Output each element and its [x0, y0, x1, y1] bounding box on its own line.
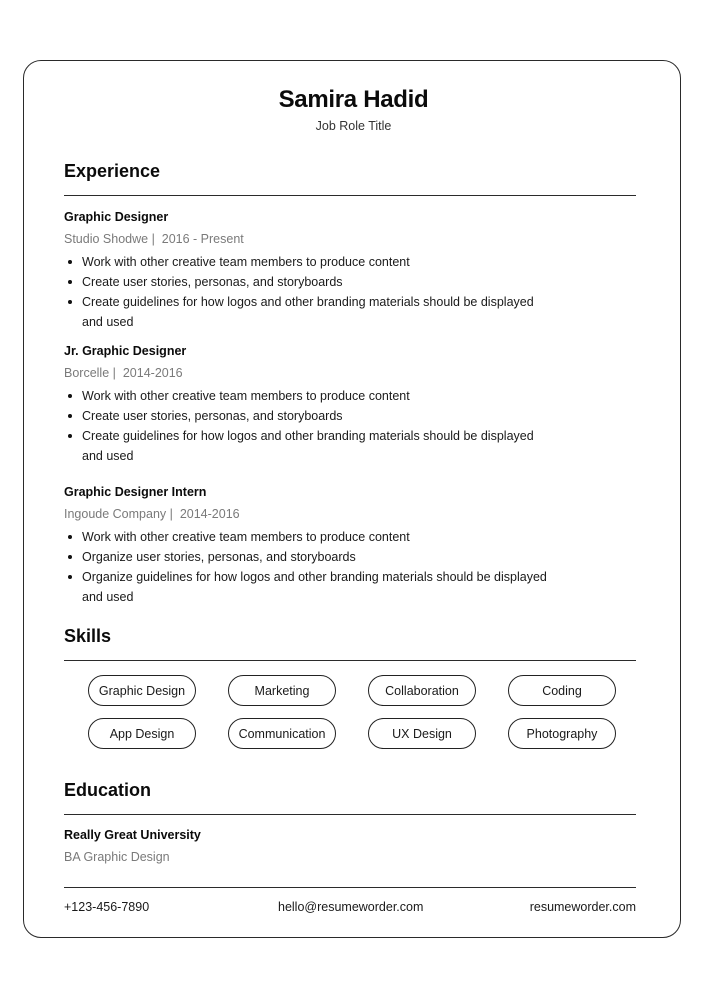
job-company: Studio Shodwe	[64, 232, 149, 246]
job-company: Ingoude Company	[64, 507, 167, 521]
job-title: Jr. Graphic Designer	[64, 344, 187, 358]
skill-pill: Coding	[508, 675, 616, 706]
skill-pill: App Design	[88, 718, 196, 749]
job-role-title: Job Role Title	[315, 119, 392, 133]
job-company: Borcelle	[64, 366, 110, 380]
education-school: Really Great University	[64, 828, 201, 842]
list-item: Organize user stories, personas, and storyboards	[64, 547, 564, 567]
job-meta: Ingoude Company | 2014-2016	[64, 507, 240, 521]
experience-divider	[64, 195, 636, 196]
list-item: Work with other creative team members to produce content	[64, 252, 564, 272]
skill-pill: Marketing	[228, 675, 336, 706]
list-item: Create user stories, personas, and storyboards	[64, 272, 564, 292]
contact-phone: +123-456-7890	[64, 900, 150, 914]
skills-heading: Skills	[64, 626, 112, 646]
education-divider	[64, 814, 636, 815]
skills-divider	[64, 660, 636, 661]
list-item: Work with other creative team members to produce content	[64, 527, 564, 547]
job-bullets	[64, 386, 564, 466]
job-title: Graphic Designer	[64, 210, 169, 224]
contact-email[interactable]: hello@resumeworder.com	[278, 900, 424, 914]
list-item: Create guidelines for how logos and other branding materials should be displayed and used	[64, 292, 552, 332]
skill-pill: Graphic Design	[88, 675, 196, 706]
contact-website[interactable]: resumeworder.com	[529, 900, 636, 914]
job-period: 2014-2016	[179, 507, 240, 521]
contact-divider	[64, 887, 636, 888]
resume-card	[23, 60, 681, 938]
job-bullets	[64, 527, 564, 607]
job-meta: Studio Shodwe | 2016 - Present	[64, 232, 244, 246]
list-item: Create user stories, personas, and storyboards	[64, 406, 564, 426]
skill-pill: Communication	[228, 718, 336, 749]
candidate-name: Samira Hadid	[278, 86, 429, 113]
job-meta: Borcelle | 2014-2016	[64, 366, 183, 380]
education-degree: BA Graphic Design	[64, 850, 170, 864]
list-item: Work with other creative team members to produce content	[64, 386, 564, 406]
job-title: Graphic Designer Intern	[64, 485, 207, 499]
experience-heading: Experience	[64, 161, 161, 181]
skill-pill: UX Design	[368, 718, 476, 749]
job-bullets	[64, 252, 564, 332]
job-period: 2016 - Present	[161, 232, 244, 246]
list-item: Create guidelines for how logos and other branding materials should be displayed and used	[64, 426, 552, 466]
education-heading: Education	[64, 780, 152, 800]
skill-pill: Collaboration	[368, 675, 476, 706]
skill-pill: Photography	[508, 718, 616, 749]
list-item: Organize guidelines for how logos and other branding materials should be displayed and used	[64, 567, 562, 607]
job-period: 2014-2016	[122, 366, 183, 380]
